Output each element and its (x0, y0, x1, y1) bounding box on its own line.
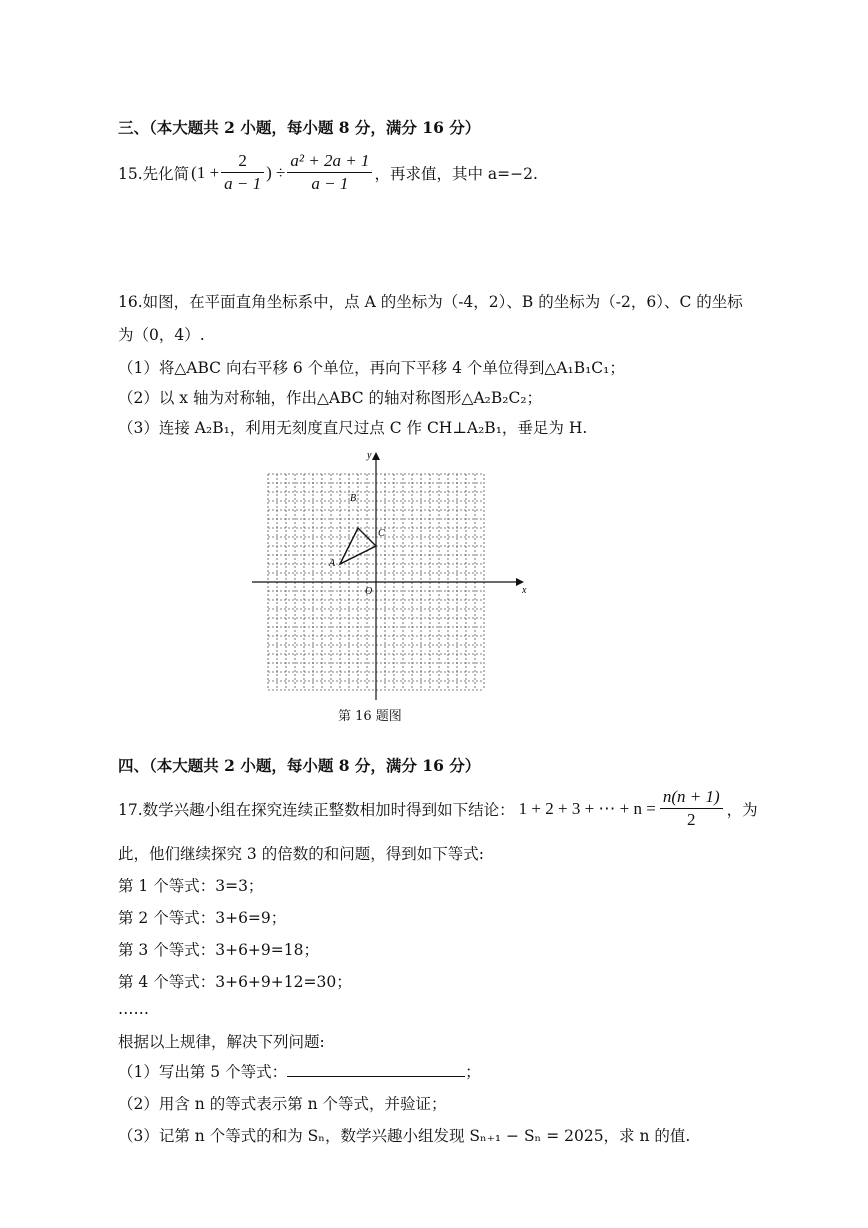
point-a-label: A (329, 558, 336, 569)
q17-part1-prefix: （1）写出第 5 个等式： (118, 1063, 288, 1081)
q16-line2: 为（0，4）. (118, 326, 205, 344)
q17-line2: 此，他们继续探究 3 的倍数的和问题，得到如下等式: (118, 845, 484, 863)
y-axis-label: y (367, 450, 372, 461)
q15-open: (1 + (191, 162, 220, 182)
q16-line1: 16.如图，在平面直角坐标系中，点 A 的坐标为（-4，2）、B 的坐标为（-2，6）、C 的坐标 (118, 293, 743, 311)
q15-fraction-2 (287, 150, 372, 195)
q17-formula-lhs: 1 + 2 + 3 + ⋯ + n = (518, 798, 656, 818)
section-3-header: 三、（本大题共 2 小题，每小题 8 分，满分 16 分） (118, 118, 481, 137)
q15-divide: ) ÷ (266, 162, 286, 182)
q15-prefix: 15.先化简 (118, 164, 190, 183)
q16-part1: （1）将△ABC 向右平移 6 个单位，再向下平移 4 个单位得到△A₁B₁C₁； (118, 359, 625, 377)
section-4-header: 四、（本大题共 2 小题，每小题 8 分，满分 16 分） (118, 756, 481, 775)
q17-eq4: 第 4 个等式：3+6+9+12=30； (118, 973, 352, 991)
q17-part1-suffix: ； (465, 1063, 481, 1081)
q17-part3: （3）记第 n 个等式的和为 Sₙ，数学兴趣小组发现 Sₙ₊₁ − Sₙ = 2025，求 n 的值. (118, 1127, 691, 1145)
figure-caption: 第 16 题图 (338, 709, 402, 724)
q15-suffix: ，再求值，其中 a=−2. (374, 164, 538, 183)
q15-frac1-denominator: a − 1 (224, 174, 262, 193)
q16-part3: （3）连接 A₂B₁，利用无刻度直尺过点 C 作 CH⊥A₂B₁，垂足为 H. (118, 419, 588, 437)
q17-eq1: 第 1 个等式：3=3； (118, 877, 264, 895)
q17-eq3: 第 3 个等式：3+6+9=18； (118, 941, 319, 959)
origin-label: O (365, 586, 373, 597)
x-axis-label: x (522, 585, 527, 596)
question-15 (118, 150, 538, 195)
q15-fraction-1 (221, 150, 264, 195)
point-c-label: C (378, 528, 385, 539)
q17-line1-prefix: 17.数学兴趣小组在探究连续正整数相加时得到如下结论： (118, 800, 515, 819)
q15-frac2-denominator: a − 1 (311, 174, 349, 193)
q17-intro: 根据以上规律，解决下列问题: (118, 1033, 325, 1051)
q17-line1 (118, 786, 758, 831)
y-axis-arrow-icon (372, 452, 380, 460)
q17-line1-suffix: ，为 (726, 800, 758, 819)
point-b-label: B (350, 493, 357, 504)
q17-part2: （2）用含 n 的等式表示第 n 个等式，并验证； (118, 1095, 447, 1113)
q16-part2: （2）以 x 轴为对称轴，作出△ABC 的轴对称图形△A₂B₂C₂； (118, 389, 543, 407)
q15-frac2-numerator: a² + 2a + 1 (287, 150, 372, 173)
q15-frac1-numerator: 2 (221, 150, 264, 173)
coordinate-figure (240, 446, 530, 706)
q17-eq2: 第 2 个等式：3+6=9； (118, 909, 287, 927)
q17-part1 (118, 1060, 481, 1082)
q17-ellipsis: …… (118, 1000, 149, 1018)
answer-blank[interactable] (287, 1062, 465, 1077)
q17-formula-numerator: n(n + 1) (660, 786, 723, 809)
q17-formula-denominator: 2 (686, 810, 696, 829)
q17-formula-fraction (660, 786, 723, 831)
